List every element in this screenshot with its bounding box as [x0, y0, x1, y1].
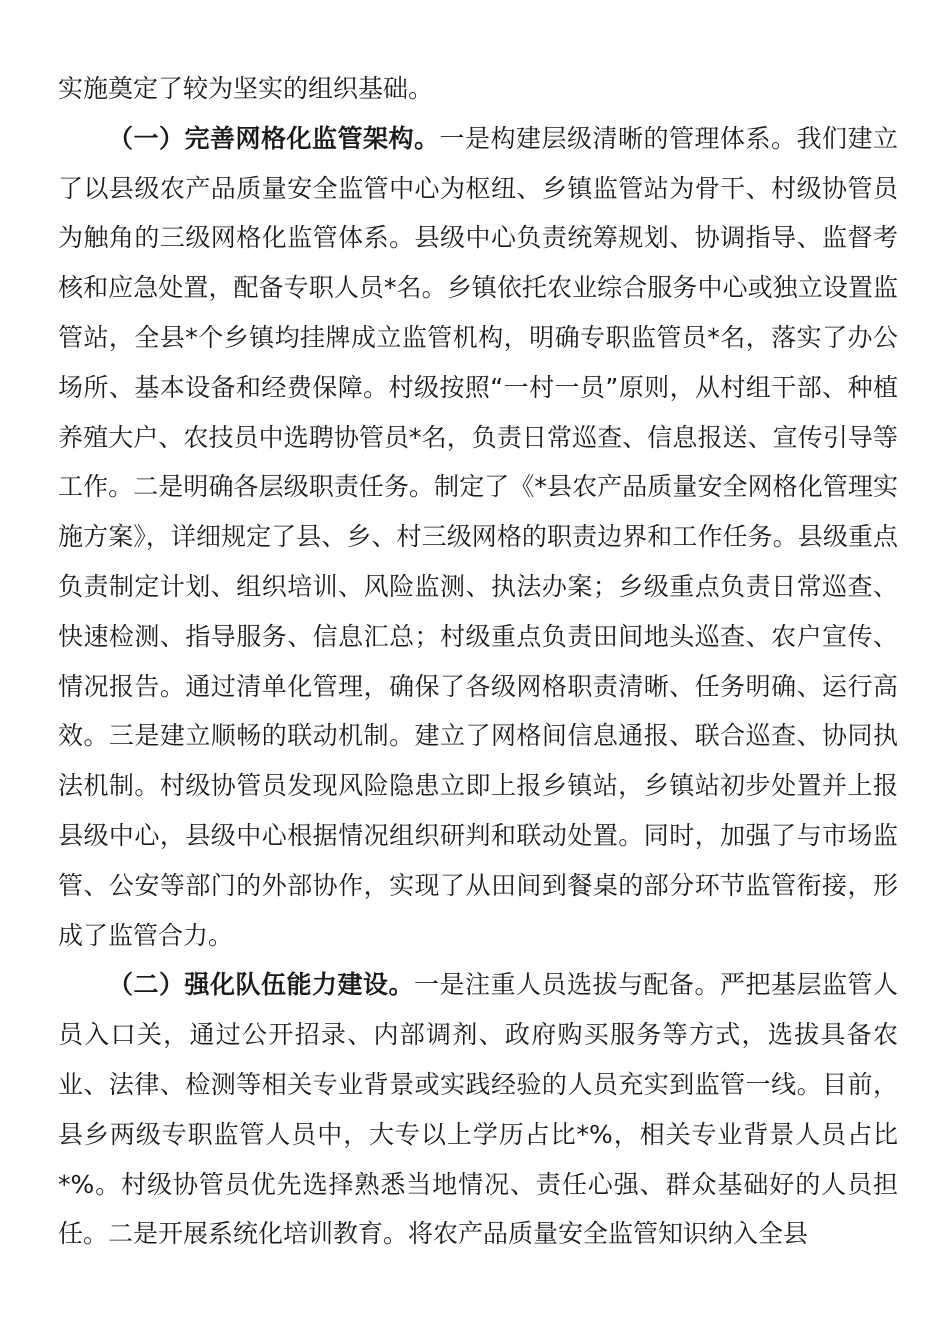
paragraph-continuation: [58, 64, 898, 114]
section-heading: （二）强化队伍能力建设。: [108, 970, 414, 1000]
paragraph-section-2: [58, 960, 898, 1259]
paragraph-text: 实施奠定了较为坚实的组织基础。: [58, 74, 434, 103]
paragraph-section-1: [58, 114, 898, 961]
paragraph-text: 一是构建层级清晰的管理体系。我们建立了以县级农产品质量安全监管中心为枢纽、乡镇监管站为骨干、村级协管员为触角的三级网格化监管体系。县级中心负责统筹规划、协调指导、监督考核和应急处置，配备专职人员*名。乡镇依托农业综合服务中心或独立设置监管站，全县*个乡镇均挂牌成立监管机构，明确专职监管员*名，落实了办公场所、基本设备和经费保障。村级按照“一村一员”原则，从村组干部、种植养殖大户、农技员中选聘协管员*名，负责日常巡查、信息报送、宣传引导等工作。二是明确各层级职责任务。制定了《*县农产品质量安全网格化管理实施方案》，详细规定了县、乡、村三级网格的职责边界和工作任务。县级重点负责制定计划、组织培训、风险监测、执法办案；乡级重点负责日常巡查、快速检测、指导服务、信息汇总；村级重点负责田间地头巡查、农户宣传、情况报告。通过清单化管理，确保了各级网格职责清晰、任务明确、运行高效。三是建立顺畅的联动机制。建立了网格间信息通报、联合巡查、协同执法机制。村级协管员发现风险隐患立即上报乡镇站，乡镇站初步处置并上报县级中心，县级中心根据情况组织研判和联动处置。同时，加强了与市场监管、公安等部门的外部协作，实现了从田间到餐桌的部分环节监管衔接，形成了监管合力。: [58, 123, 898, 950]
paragraph-text: 一是注重人员选拔与配备。严把基层监管人员入口关，通过公开招录、内部调剂、政府购买服务等方式，选拔具备农业、法律、检测等相关专业背景或实践经验的人员充实到监管一线。目前，县乡两级专职监管人员中，大专以上学历占比*%，相关专业背景人员占比*%。村级协管员优先选择熟悉当地情况、责任心强、群众基础好的人员担任。二是开展系统化培训教育。将农产品质量安全监管知识纳入全县: [58, 970, 898, 1249]
document-body: [58, 64, 898, 1259]
section-heading: （一）完善网格化监管架构。: [108, 123, 440, 153]
